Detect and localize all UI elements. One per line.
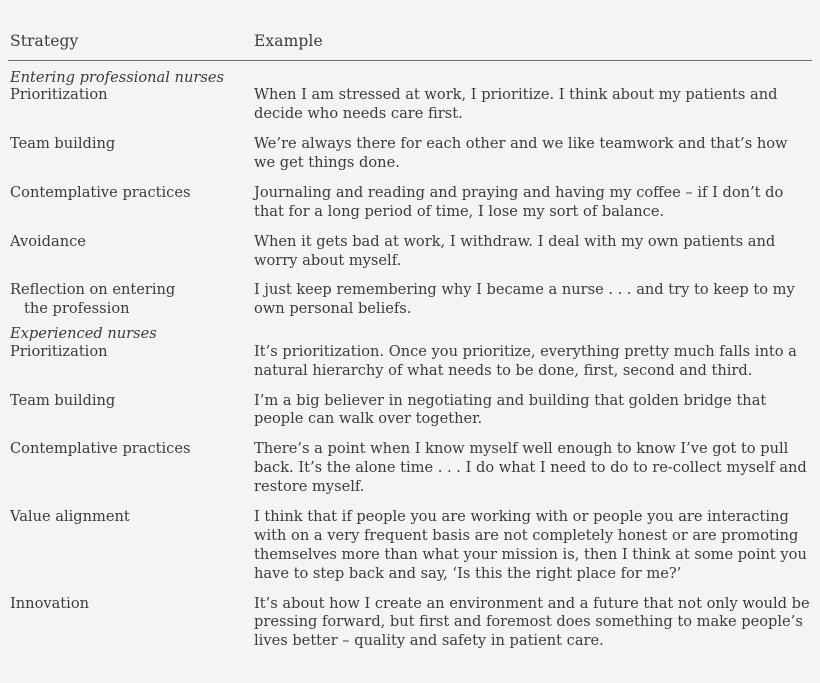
table-body	[8, 60, 812, 651]
strategy-label	[8, 270, 252, 319]
strategy-label: Value alignment	[10, 507, 130, 525]
strategy-label-line1: Reflection on entering	[10, 281, 176, 299]
example-quote: We’re always there for each other and we like teamwork and that’s how we get things done.	[254, 135, 788, 171]
strategy-label: Innovation	[10, 594, 90, 612]
header-row	[8, 0, 812, 60]
table-row	[8, 86, 812, 124]
strategy-label: Prioritization	[10, 342, 108, 360]
example-quote: There’s a point when I know myself well enough to know I’ve got to pull back. It’s the alone time . . . I do what I need to do to re-collect myself and restore myself.	[254, 440, 807, 496]
example-quote: When it gets bad at work, I withdraw. I deal with my own patients and worry about myself.	[254, 232, 776, 269]
example-quote: I just keep remembering why I became a nurse . . . and try to keep to my own personal beliefs.	[254, 281, 795, 318]
coping-strategies-table	[8, 0, 812, 651]
example-quote: Journaling and reading and praying and having my coffee – if I don’t do that for a long period of time, I lose my sort of balance.	[254, 183, 784, 220]
column-header-strategy: Strategy	[10, 32, 79, 50]
strategy-label: Prioritization	[10, 86, 108, 104]
strategy-label-wrapped	[10, 281, 244, 319]
strategy-label: Contemplative practices	[10, 440, 191, 458]
table-row	[8, 429, 812, 497]
example-quote: I’m a big believer in negotiating and building that golden bridge that people can walk over together.	[254, 391, 767, 428]
table-row	[8, 381, 812, 430]
table-row	[8, 222, 812, 271]
section-heading: Experienced nurses	[10, 325, 157, 343]
section-heading-row	[8, 319, 812, 343]
table-row	[8, 343, 812, 381]
column-header-example: Example	[254, 32, 323, 50]
table-row	[8, 173, 812, 222]
table-row	[8, 497, 812, 584]
example-quote: When I am stressed at work, I prioritize. I think about my patients and decide who needs care first.	[254, 86, 778, 123]
strategy-label: Team building	[10, 391, 116, 409]
example-quote: It’s prioritization. Once you prioritize, everything pretty much falls into a natural hierarchy of what needs to be done, first, second and third.	[254, 342, 797, 379]
table-row	[8, 270, 812, 319]
section-heading: Entering professional nurses	[10, 68, 224, 86]
strategy-label-line2: the profession	[24, 300, 130, 318]
strategy-label: Team building	[10, 135, 116, 153]
example-quote: I think that if people you are working with or people you are interacting with on a very frequent basis are not completely honest or are promoting themselves more than what your mission is, then I think at some point you have to step back and say, ‘Is this the right place for me?’	[254, 507, 807, 582]
table-row	[8, 584, 812, 652]
section-heading-row	[8, 60, 812, 86]
strategy-label: Contemplative practices	[10, 183, 191, 201]
example-quote: It’s about how I create an environment and a future that not only would be pressing forward, but first and foremost does something to make people’s lives better – quality and safety in patient care.	[254, 594, 810, 650]
table-row	[8, 124, 812, 173]
strategy-label: Avoidance	[10, 232, 86, 250]
table-header	[8, 0, 812, 60]
